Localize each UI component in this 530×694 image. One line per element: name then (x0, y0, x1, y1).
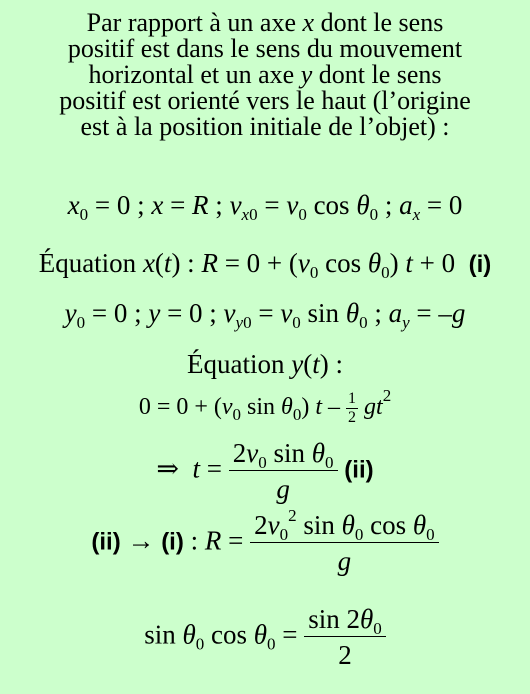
substitution-tag-ii: (ii) (91, 528, 121, 556)
intro-paragraph (0, 10, 530, 140)
range-fraction: $\frac{2v_0^2 \sin \theta_0 \cos \theta_0}{g}$ (250, 512, 439, 575)
substitution-tag-i: (i) (161, 528, 184, 556)
range-equation: (ii) → (i) : R = $\frac{2v_0^2 \sin \theta_0 \cos \theta_0}{g}$ (0, 512, 530, 575)
intro-line: Par rapport à un axe x dont le sens (86, 8, 444, 37)
equation-tag-i: (i) (468, 251, 492, 278)
equation-tag-ii: (ii) (344, 456, 374, 484)
x-initial-conditions: $x_0 = 0$ ; x = R ; $v_{x0} = v_0$ $\cos \theta_0$ ; $a_x = 0$ (67, 190, 463, 224)
intro-line: horizontal et un axe y dont le sens (88, 60, 442, 89)
intro-line: positif est orienté vers le haut (l’origine (59, 86, 471, 115)
intro-line: positif est dans le sens du mouvement (67, 34, 463, 63)
intro-line: est à la position initiale de l’objet) : (80, 112, 450, 141)
trig-fraction: $\frac{\sin 2\theta_0}{2}$ (304, 606, 386, 669)
arrow-symbol: → (127, 525, 155, 556)
time-solution: ⇒ t = $\frac{2v_0 \sin \theta_0}{g}$ (ii) (156, 438, 374, 504)
equation-x-label: Équation (38, 248, 137, 278)
y-equation: $0 = 0 + (v_0$ $\sin \theta_0$) t – $\frac{1}{2}$ $gt^2$ (138, 386, 392, 426)
y-initial-conditions: $y_0 = 0$ ; y = 0 ; $v_{y0} = v_0$ $\sin \theta_0$ ; $a_y = -g$ (64, 298, 466, 332)
y-equation-header: Équation y(t) : (187, 349, 343, 379)
equation-y-label: Équation (187, 349, 285, 379)
time-fraction: $\frac{2v_0 \sin \theta_0}{g}$ (229, 440, 338, 503)
implies-symbol: ⇒ (156, 453, 180, 484)
trig-identity: $\sin \theta_0$ $\cos \theta_0$ = $\frac{\sin 2\theta_0}{2}$ (0, 606, 530, 669)
x-equation: Équation x(t) : $R = 0 + (v_0$ $\cos \theta_0$) t + 0 (i) (38, 248, 492, 282)
fraction-one-half: $\frac{1}{2}$ (348, 390, 357, 426)
colon-symbol: : (190, 525, 199, 556)
